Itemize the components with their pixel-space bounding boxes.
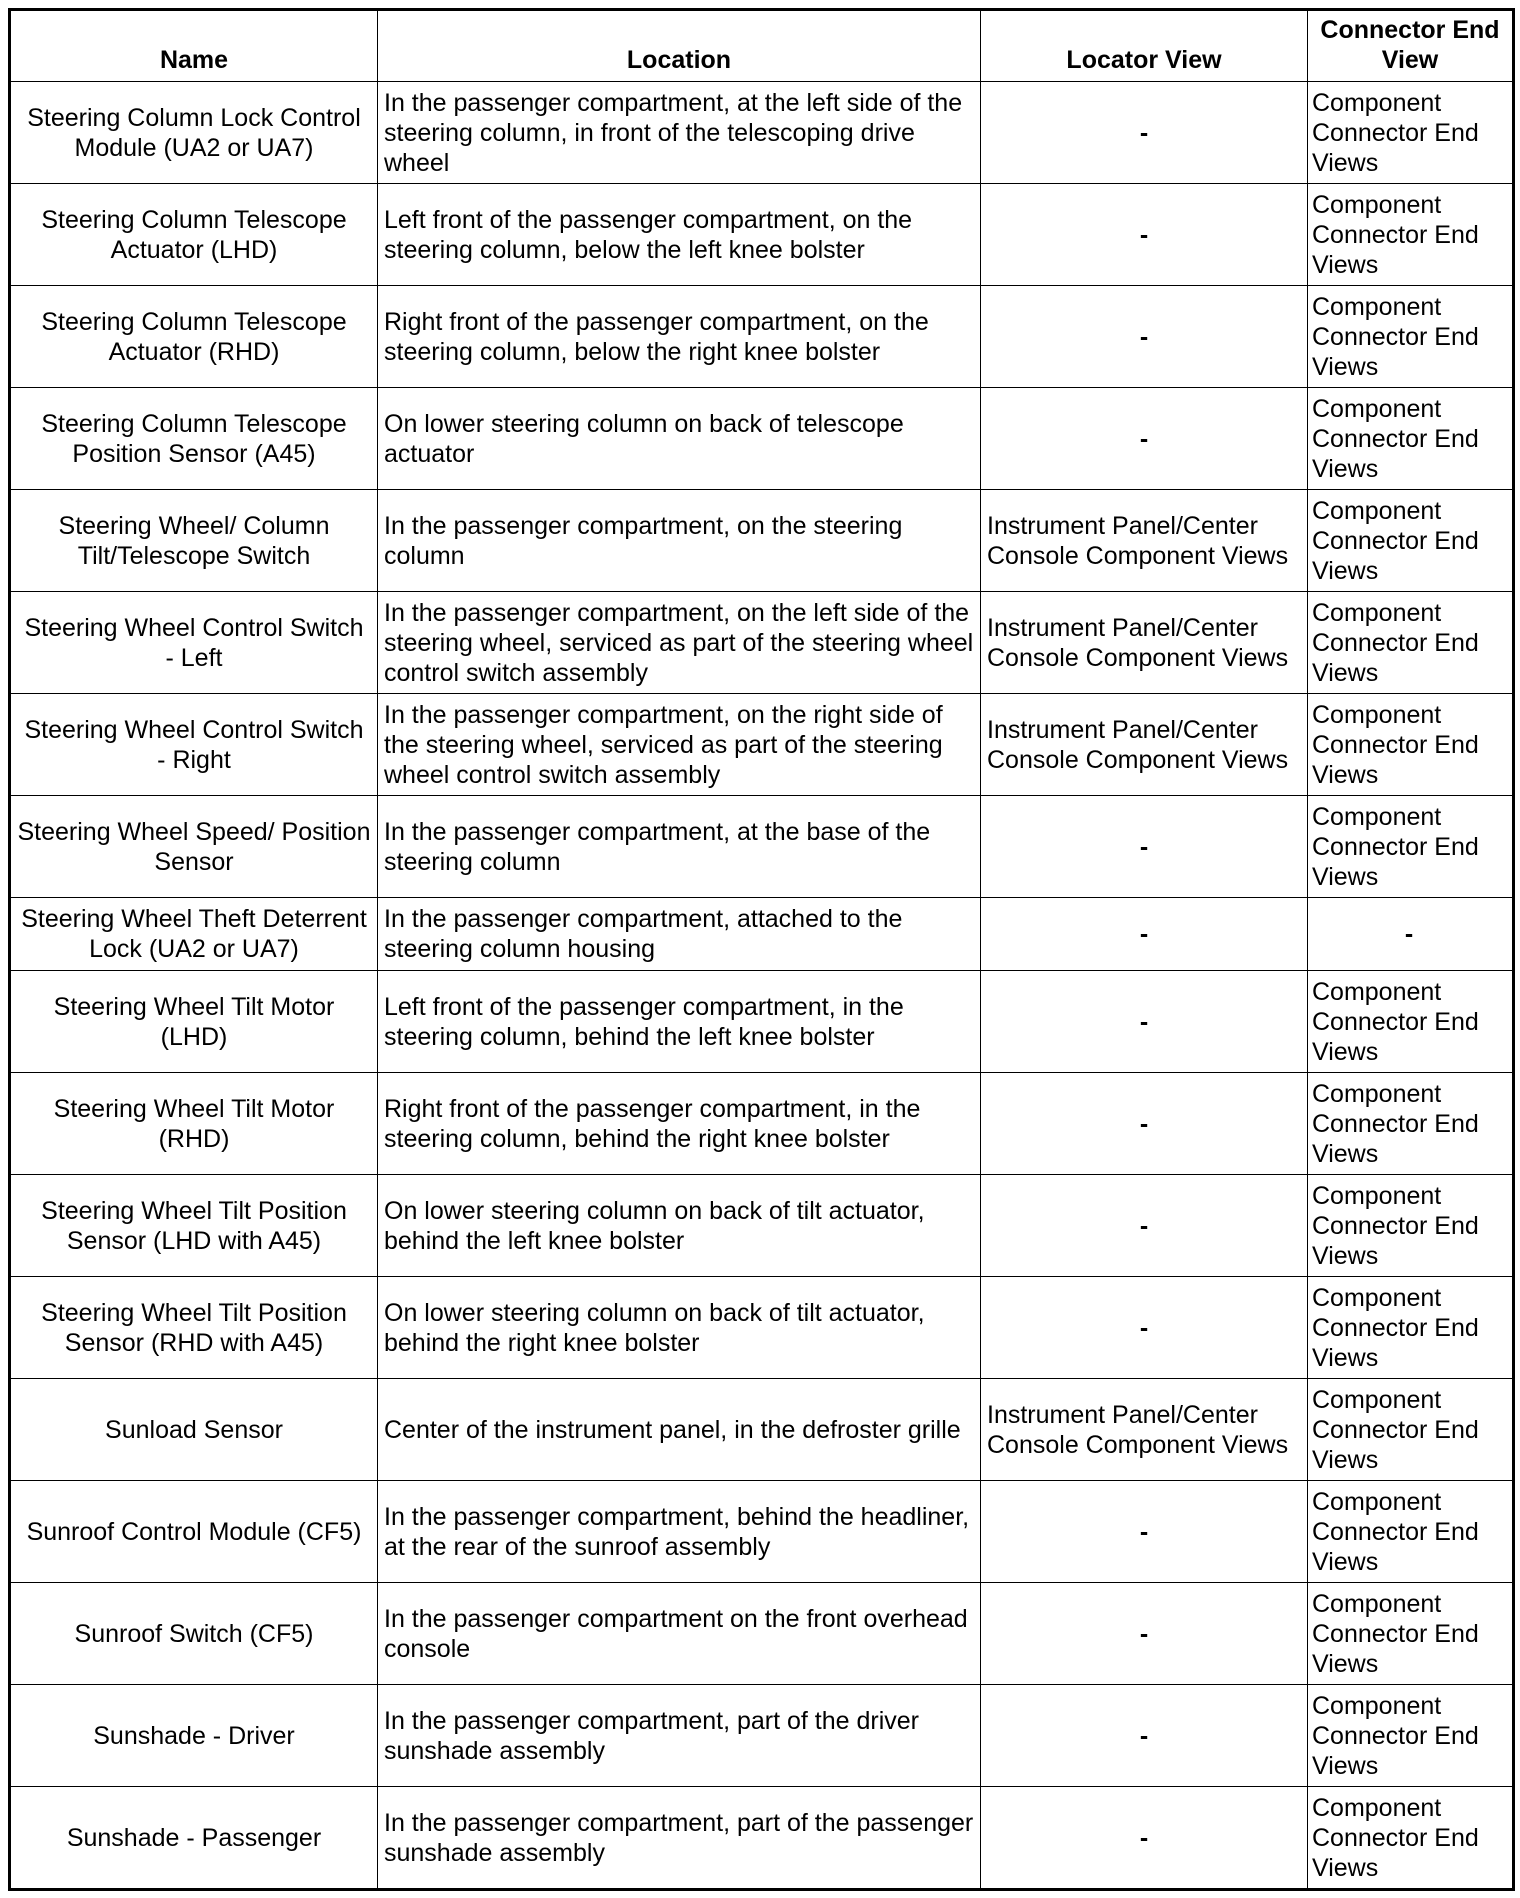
cell-name: Sunshade - Passenger xyxy=(10,1787,378,1890)
cell-name: Steering Column Telescope Actuator (LHD) xyxy=(10,184,378,286)
header-location: Location xyxy=(378,10,981,82)
cell-name: Steering Wheel Tilt Motor (LHD) xyxy=(10,971,378,1073)
cell-connector-end-view: Component Connector End Views xyxy=(1308,1787,1514,1890)
cell-name: Steering Wheel Speed/ Position Sensor xyxy=(10,796,378,898)
cell-locator-view: - xyxy=(981,1277,1308,1379)
cell-connector-end-view: Component Connector End Views xyxy=(1308,1277,1514,1379)
cell-location: In the passenger compartment on the front overhead console xyxy=(378,1583,981,1685)
cell-locator-view: - xyxy=(981,1175,1308,1277)
cell-connector-end-view: Component Connector End Views xyxy=(1308,184,1514,286)
table-row xyxy=(10,184,1514,286)
table-row xyxy=(10,388,1514,490)
table-row xyxy=(10,796,1514,898)
cell-connector-end-view: Component Connector End Views xyxy=(1308,1379,1514,1481)
cell-name: Steering Wheel Tilt Position Sensor (RHD with A45) xyxy=(10,1277,378,1379)
cell-location: In the passenger compartment, behind the headliner, at the rear of the sunroof assembly xyxy=(378,1481,981,1583)
cell-name: Steering Wheel Tilt Position Sensor (LHD with A45) xyxy=(10,1175,378,1277)
table-row xyxy=(10,1685,1514,1787)
header-row xyxy=(10,10,1514,82)
table-row xyxy=(10,1583,1514,1685)
cell-connector-end-view: Component Connector End Views xyxy=(1308,388,1514,490)
table-row xyxy=(10,694,1514,796)
header-name: Name xyxy=(10,10,378,82)
cell-location: Left front of the passenger compartment, on the steering column, below the left knee bolster xyxy=(378,184,981,286)
cell-locator-view: - xyxy=(981,184,1308,286)
cell-name: Sunload Sensor xyxy=(10,1379,378,1481)
cell-connector-end-view: Component Connector End Views xyxy=(1308,1481,1514,1583)
cell-locator-view: - xyxy=(981,82,1308,184)
table-row xyxy=(10,490,1514,592)
header-connector-end-view: Connector End View xyxy=(1308,10,1514,82)
cell-location: In the passenger compartment, on the left side of the steering wheel, serviced as part of the steering wheel control switch assembly xyxy=(378,592,981,694)
table-row xyxy=(10,898,1514,971)
cell-locator-view: - xyxy=(981,1787,1308,1890)
cell-connector-end-view: Component Connector End Views xyxy=(1308,694,1514,796)
table-row xyxy=(10,1379,1514,1481)
cell-locator-view: Instrument Panel/Center Console Component Views xyxy=(981,490,1308,592)
cell-locator-view: Instrument Panel/Center Console Component Views xyxy=(981,694,1308,796)
table-row xyxy=(10,286,1514,388)
cell-location: Right front of the passenger compartment, on the steering column, below the right knee bolster xyxy=(378,286,981,388)
cell-connector-end-view: Component Connector End Views xyxy=(1308,1685,1514,1787)
cell-locator-view: - xyxy=(981,286,1308,388)
cell-connector-end-view: Component Connector End Views xyxy=(1308,286,1514,388)
cell-locator-view: - xyxy=(981,388,1308,490)
cell-locator-view: - xyxy=(981,1685,1308,1787)
table-row xyxy=(10,1277,1514,1379)
cell-name: Steering Wheel Control Switch - Right xyxy=(10,694,378,796)
cell-location: In the passenger compartment, part of the passenger sunshade assembly xyxy=(378,1787,981,1890)
cell-connector-end-view: Component Connector End Views xyxy=(1308,592,1514,694)
cell-locator-view: - xyxy=(981,971,1308,1073)
cell-name: Steering Wheel Theft Deterrent Lock (UA2 or UA7) xyxy=(10,898,378,971)
cell-connector-end-view: Component Connector End Views xyxy=(1308,82,1514,184)
cell-name: Sunroof Switch (CF5) xyxy=(10,1583,378,1685)
cell-connector-end-view: Component Connector End Views xyxy=(1308,796,1514,898)
cell-connector-end-view: Component Connector End Views xyxy=(1308,1073,1514,1175)
cell-location: In the passenger compartment, attached to the steering column housing xyxy=(378,898,981,971)
cell-location: In the passenger compartment, part of the driver sunshade assembly xyxy=(378,1685,981,1787)
cell-location: On lower steering column on back of telescope actuator xyxy=(378,388,981,490)
cell-locator-view: - xyxy=(981,1481,1308,1583)
cell-connector-end-view: - xyxy=(1308,898,1514,971)
cell-location: In the passenger compartment, on the right side of the steering wheel, serviced as part of the steering wheel control switch assembly xyxy=(378,694,981,796)
cell-connector-end-view: Component Connector End Views xyxy=(1308,490,1514,592)
cell-location: Left front of the passenger compartment, in the steering column, behind the left knee bolster xyxy=(378,971,981,1073)
table-row xyxy=(10,1481,1514,1583)
component-locator-table xyxy=(8,8,1515,1891)
cell-locator-view: - xyxy=(981,1583,1308,1685)
cell-location: Right front of the passenger compartment, in the steering column, behind the right knee bolster xyxy=(378,1073,981,1175)
cell-connector-end-view: Component Connector End Views xyxy=(1308,1175,1514,1277)
cell-name: Steering Wheel Control Switch - Left xyxy=(10,592,378,694)
header-locator-view: Locator View xyxy=(981,10,1308,82)
cell-name: Sunroof Control Module (CF5) xyxy=(10,1481,378,1583)
cell-locator-view: - xyxy=(981,898,1308,971)
cell-name: Steering Column Lock Control Module (UA2 or UA7) xyxy=(10,82,378,184)
table-row xyxy=(10,971,1514,1073)
cell-name: Steering Wheel Tilt Motor (RHD) xyxy=(10,1073,378,1175)
cell-location: Center of the instrument panel, in the defroster grille xyxy=(378,1379,981,1481)
table-row xyxy=(10,1175,1514,1277)
cell-location: In the passenger compartment, at the base of the steering column xyxy=(378,796,981,898)
table-row xyxy=(10,82,1514,184)
cell-locator-view: Instrument Panel/Center Console Component Views xyxy=(981,592,1308,694)
cell-location: On lower steering column on back of tilt actuator, behind the left knee bolster xyxy=(378,1175,981,1277)
cell-locator-view: Instrument Panel/Center Console Component Views xyxy=(981,1379,1308,1481)
cell-name: Sunshade - Driver xyxy=(10,1685,378,1787)
table-row xyxy=(10,1787,1514,1890)
table-row xyxy=(10,1073,1514,1175)
cell-name: Steering Column Telescope Actuator (RHD) xyxy=(10,286,378,388)
cell-locator-view: - xyxy=(981,1073,1308,1175)
cell-connector-end-view: Component Connector End Views xyxy=(1308,1583,1514,1685)
table-row xyxy=(10,592,1514,694)
cell-location: On lower steering column on back of tilt actuator, behind the right knee bolster xyxy=(378,1277,981,1379)
cell-name: Steering Column Telescope Position Sensor (A45) xyxy=(10,388,378,490)
cell-name: Steering Wheel/ Column Tilt/Telescope Switch xyxy=(10,490,378,592)
cell-locator-view: - xyxy=(981,796,1308,898)
cell-connector-end-view: Component Connector End Views xyxy=(1308,971,1514,1073)
cell-location: In the passenger compartment, on the steering column xyxy=(378,490,981,592)
cell-location: In the passenger compartment, at the left side of the steering column, in front of the telescoping drive wheel xyxy=(378,82,981,184)
